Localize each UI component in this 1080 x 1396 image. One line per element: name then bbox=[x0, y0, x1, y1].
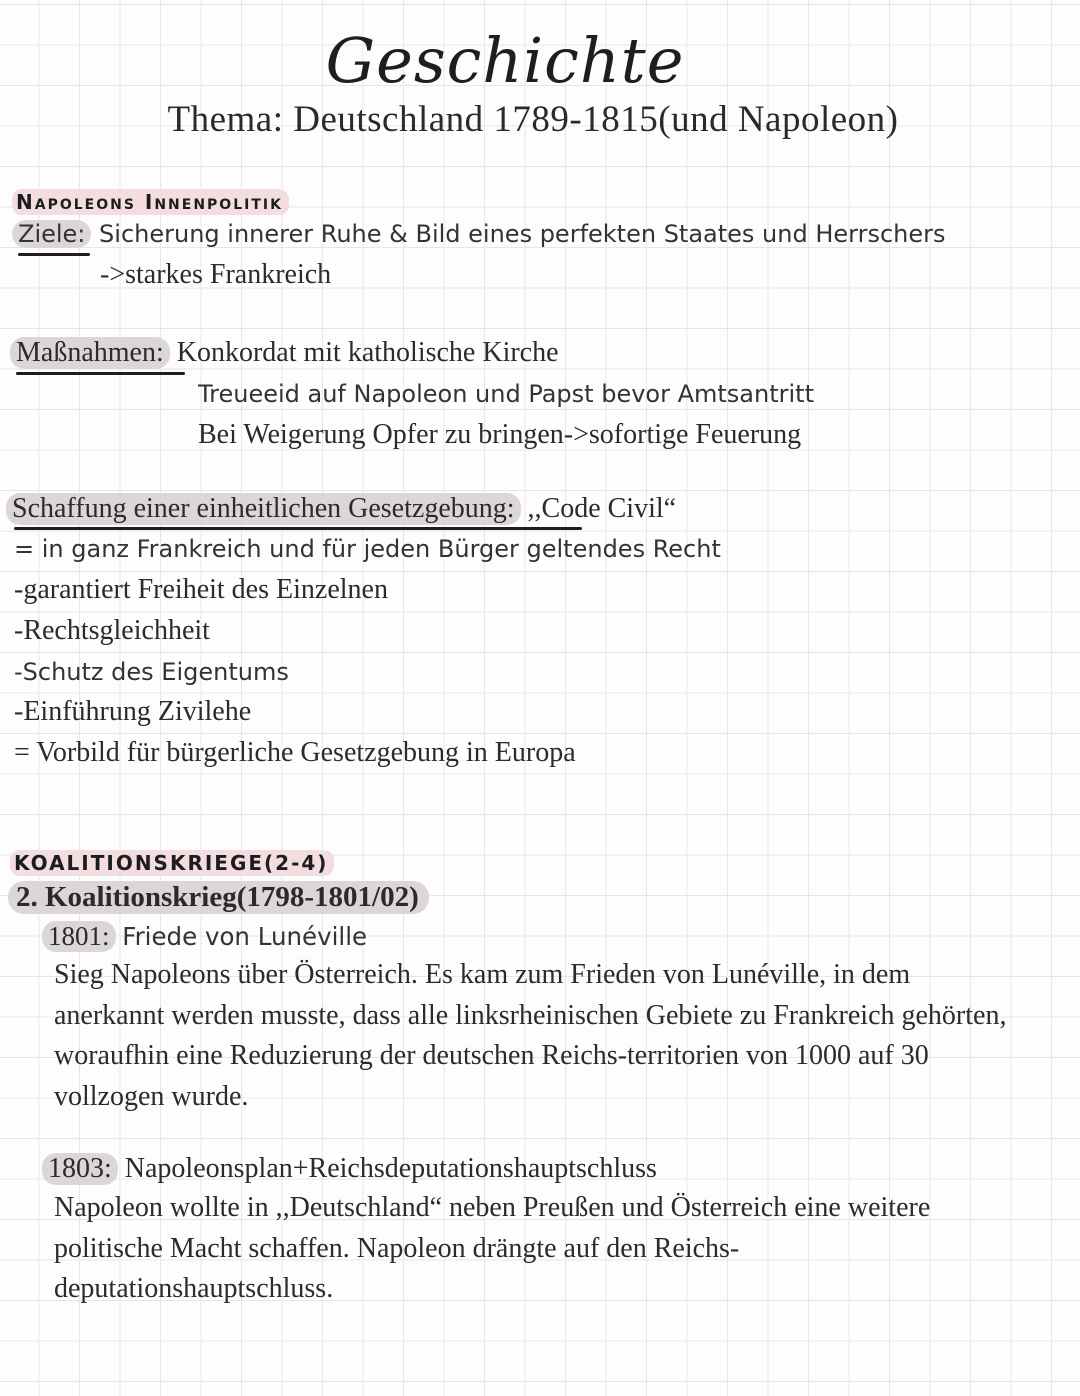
gesetz-row bbox=[6, 493, 676, 525]
gesetz-definition: = in ganz Frankreich und für jeden Bürger geltendes Recht bbox=[14, 535, 721, 563]
massnahmen-item-2: Treueeid auf Napoleon und Papst bevor Amtsantritt bbox=[198, 380, 814, 408]
event-1801-year: 1801: bbox=[42, 921, 116, 952]
event-1801-title: Friede von Lunéville bbox=[122, 922, 368, 951]
ziele-text: Sicherung innerer Ruhe & Bild eines perfekten Staates und Herrschers bbox=[99, 220, 946, 248]
event-1801-row bbox=[42, 921, 367, 952]
massnahmen-label: Maßnahmen: bbox=[10, 337, 170, 369]
event-1803-title: Napoleonsplan+Reichsdeputationshauptschluss bbox=[124, 1153, 657, 1184]
gesetz-result: = Vorbild für bürgerliche Gesetzgebung in Europa bbox=[14, 737, 576, 768]
gesetz-item-3: -Schutz des Eigentums bbox=[14, 658, 289, 686]
gesetz-item-1: -garantiert Freiheit des Einzelnen bbox=[14, 574, 388, 605]
event-1803-year: 1803: bbox=[42, 1153, 118, 1185]
ziele-row bbox=[12, 220, 946, 248]
subheading-2-koalitionskrieg: 2. Koalitionskrieg(1798-1801/02) bbox=[8, 881, 429, 914]
gesetz-item-4: -Einführung Zivilehe bbox=[14, 696, 252, 727]
page-subtitle: Thema: Deutschland 1789-1815(und Napoleon) bbox=[167, 99, 899, 140]
massnahmen-underline bbox=[16, 372, 185, 375]
event-1801-text: Sieg Napoleons über Österreich. Es kam zum Frieden von Lunéville, in dem anerkannt werden musste, dass alle linksrheinischen Gebiete zu Frankreich gehörten, woraufhin eine Reduzierung der deutschen Reichs-territorien von 1000 auf 30 vollzogen wurde. bbox=[54, 959, 1007, 1112]
ziele-result: ->starkes Frankreich bbox=[100, 259, 332, 290]
gesetz-label: Schaffung einer einheitlichen Gesetzgebung: bbox=[6, 493, 521, 525]
massnahmen-item-3: Bei Weigerung Opfer zu bringen->sofortige Feuerung bbox=[198, 419, 802, 450]
massnahmen-item-1: Konkordat mit katholische Kirche bbox=[176, 337, 559, 368]
massnahmen-row bbox=[10, 337, 559, 369]
gesetz-item-2: -Rechtsgleichheit bbox=[14, 615, 210, 646]
ziele-label: Ziele: bbox=[12, 220, 91, 248]
event-1803-text: Napoleon wollte in ,,Deutschland“ neben Preußen und Österreich eine weitere politische Macht schaffen. Napoleon drängte auf den Reichs-deputationshauptschluss. bbox=[54, 1192, 931, 1304]
page-title: Geschichte bbox=[325, 24, 685, 97]
section-heading-innenpolitik: Napoleons Innenpolitik bbox=[12, 189, 289, 215]
gesetz-underline bbox=[14, 527, 582, 530]
event-1803-row bbox=[42, 1153, 657, 1185]
ziele-underline bbox=[18, 253, 90, 256]
gesetz-value: ,,Code Civil“ bbox=[527, 493, 677, 524]
section-heading-koalitionskriege: KOALITIONSKRIEGE(2-4) bbox=[10, 850, 334, 876]
